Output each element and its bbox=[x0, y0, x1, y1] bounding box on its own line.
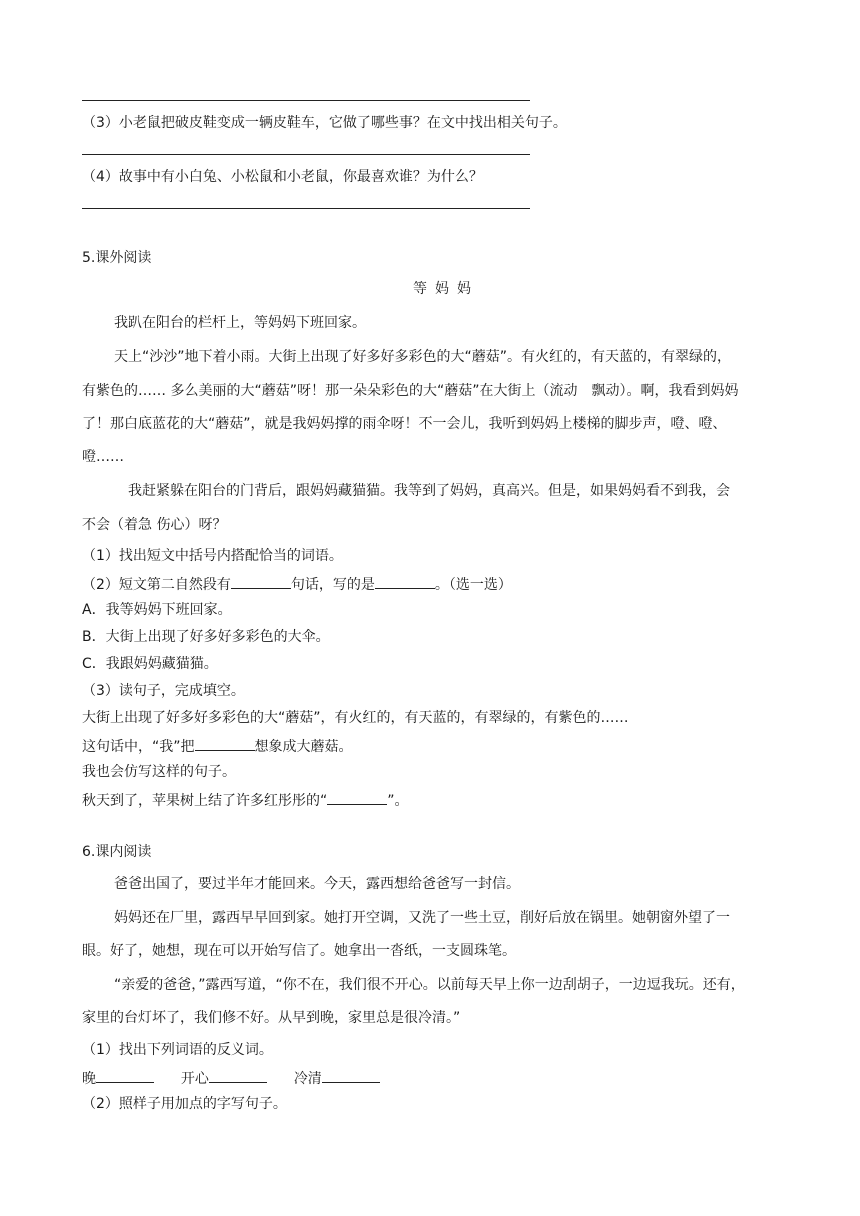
fill-blank[interactable] bbox=[322, 1067, 380, 1083]
fill-blank[interactable] bbox=[375, 573, 435, 589]
question-3-sentence: 大街上出现了好多好多彩色的大“蘑菇”，有火红的，有天蓝的，有翠绿的，有紫色的…… bbox=[82, 710, 629, 726]
question-3-fill-text-b: 想象成大蘑菇。 bbox=[254, 739, 353, 755]
question-2-text-b: 句话，写的是 bbox=[290, 577, 375, 593]
fill-blank[interactable] bbox=[327, 789, 387, 805]
section-5-heading: 5.课外阅读 bbox=[82, 250, 152, 266]
question-3-fill-text-a: 这句话中，“我”把 bbox=[82, 739, 195, 755]
section-6-heading: 6.课内阅读 bbox=[82, 844, 152, 860]
option-c[interactable]: C．我跟妈妈藏猫猫。 bbox=[82, 656, 218, 672]
question-2-text-c: 。（选一选） bbox=[434, 577, 512, 593]
paragraph-2-line-2: 眼。好了，她想，现在可以开始写信了。她拿出一沓纸，一支圆珠笔。 bbox=[82, 943, 516, 959]
fill-blank[interactable] bbox=[195, 735, 255, 751]
paragraph-1: 我趴在阳台的栏杆上，等妈妈下班回家。 bbox=[114, 315, 366, 331]
paragraph-2-line-1: 天上“沙沙”地下着小雨。大街上出现了好多好多彩色的大“蘑菇”。有火红的，有天蓝的，有翠绿的， bbox=[114, 349, 732, 365]
question-3-imitate: 我也会仿写这样的句子。 bbox=[82, 764, 236, 780]
question-3-fill bbox=[82, 735, 353, 757]
question-2 bbox=[82, 573, 512, 595]
antonym-word: 晚 bbox=[82, 1071, 96, 1087]
question-3-autumn bbox=[82, 789, 409, 811]
paragraph-2-line-2: 有紫色的…… 多么美丽的大“蘑菇”呀！那一朵朵彩色的大“蘑菇”在大街上（流动 飘动）。啊，我看到妈妈 bbox=[82, 383, 739, 399]
antonym-row bbox=[82, 1067, 380, 1089]
paragraph-1: 爸爸出国了，要过半年才能回来。今天，露西想给爸爸写一封信。 bbox=[114, 876, 520, 892]
question-3-autumn-text-b: ”。 bbox=[387, 793, 409, 809]
option-b[interactable]: B．大街上出现了好多好多彩色的大伞。 bbox=[82, 629, 330, 645]
fill-blank[interactable] bbox=[96, 1067, 154, 1083]
question-1: （1）找出短文中括号内搭配恰当的词语。 bbox=[82, 548, 343, 564]
antonym-word: 开心 bbox=[180, 1071, 209, 1087]
paragraph-2-line-1: 妈妈还在厂里，露西早早回到家。她打开空调，又洗了一些土豆，削好后放在锅里。她朝窗外望了一 bbox=[114, 910, 730, 926]
question-3-prev: （3）小老鼠把破皮鞋变成一辆皮鞋车，它做了哪些事？在文中找出相关句子。 bbox=[82, 115, 567, 131]
question-3-autumn-text-a: 秋天到了，苹果树上结了许多红彤彤的“ bbox=[82, 793, 328, 809]
fill-blank[interactable] bbox=[231, 573, 291, 589]
answer-line[interactable] bbox=[82, 100, 530, 101]
question-2: （2）照样子用加点的字写句子。 bbox=[82, 1096, 287, 1112]
answer-line[interactable] bbox=[82, 208, 530, 209]
question-3: （3）读句子，完成填空。 bbox=[82, 683, 245, 699]
antonym-word: 冷清 bbox=[293, 1071, 322, 1087]
question-1: （1）找出下列词语的反义词。 bbox=[82, 1042, 273, 1058]
question-4-prev: （4）故事中有小白兔、小松鼠和小老鼠，你最喜欢谁？为什么？ bbox=[82, 169, 483, 185]
paragraph-3-line-1: “亲爱的爸爸，”露西写道，“你不在，我们很不开心。以前每天早上你一边刮胡子，一边逗我玩。还有， bbox=[114, 977, 745, 993]
paragraph-3-line-1: 我赶紧躲在阳台的门背后，跟妈妈藏猫猫。我等到了妈妈，真高兴。但是，如果妈妈看不到我，会 bbox=[128, 483, 730, 499]
answer-line[interactable] bbox=[82, 154, 530, 155]
fill-blank[interactable] bbox=[209, 1067, 267, 1083]
paragraph-2-line-3: 了！那白底蓝花的大“蘑菇”，就是我妈妈撑的雨伞呀！不一会儿，我听到妈妈上楼梯的脚步声，噔、噔、 bbox=[82, 416, 727, 432]
question-2-text-a: （2）短文第二自然段有 bbox=[82, 577, 231, 593]
paragraph-3-line-2: 不会（着急 伤心）呀？ bbox=[82, 517, 227, 533]
passage-title: 等妈妈 bbox=[413, 281, 479, 297]
option-a[interactable]: A．我等妈妈下班回家。 bbox=[82, 602, 232, 618]
paragraph-2-line-4: 噔…… bbox=[82, 449, 124, 465]
paragraph-3-line-2: 家里的台灯坏了，我们修不好。从早到晚，家里总是很冷清。” bbox=[82, 1010, 461, 1026]
